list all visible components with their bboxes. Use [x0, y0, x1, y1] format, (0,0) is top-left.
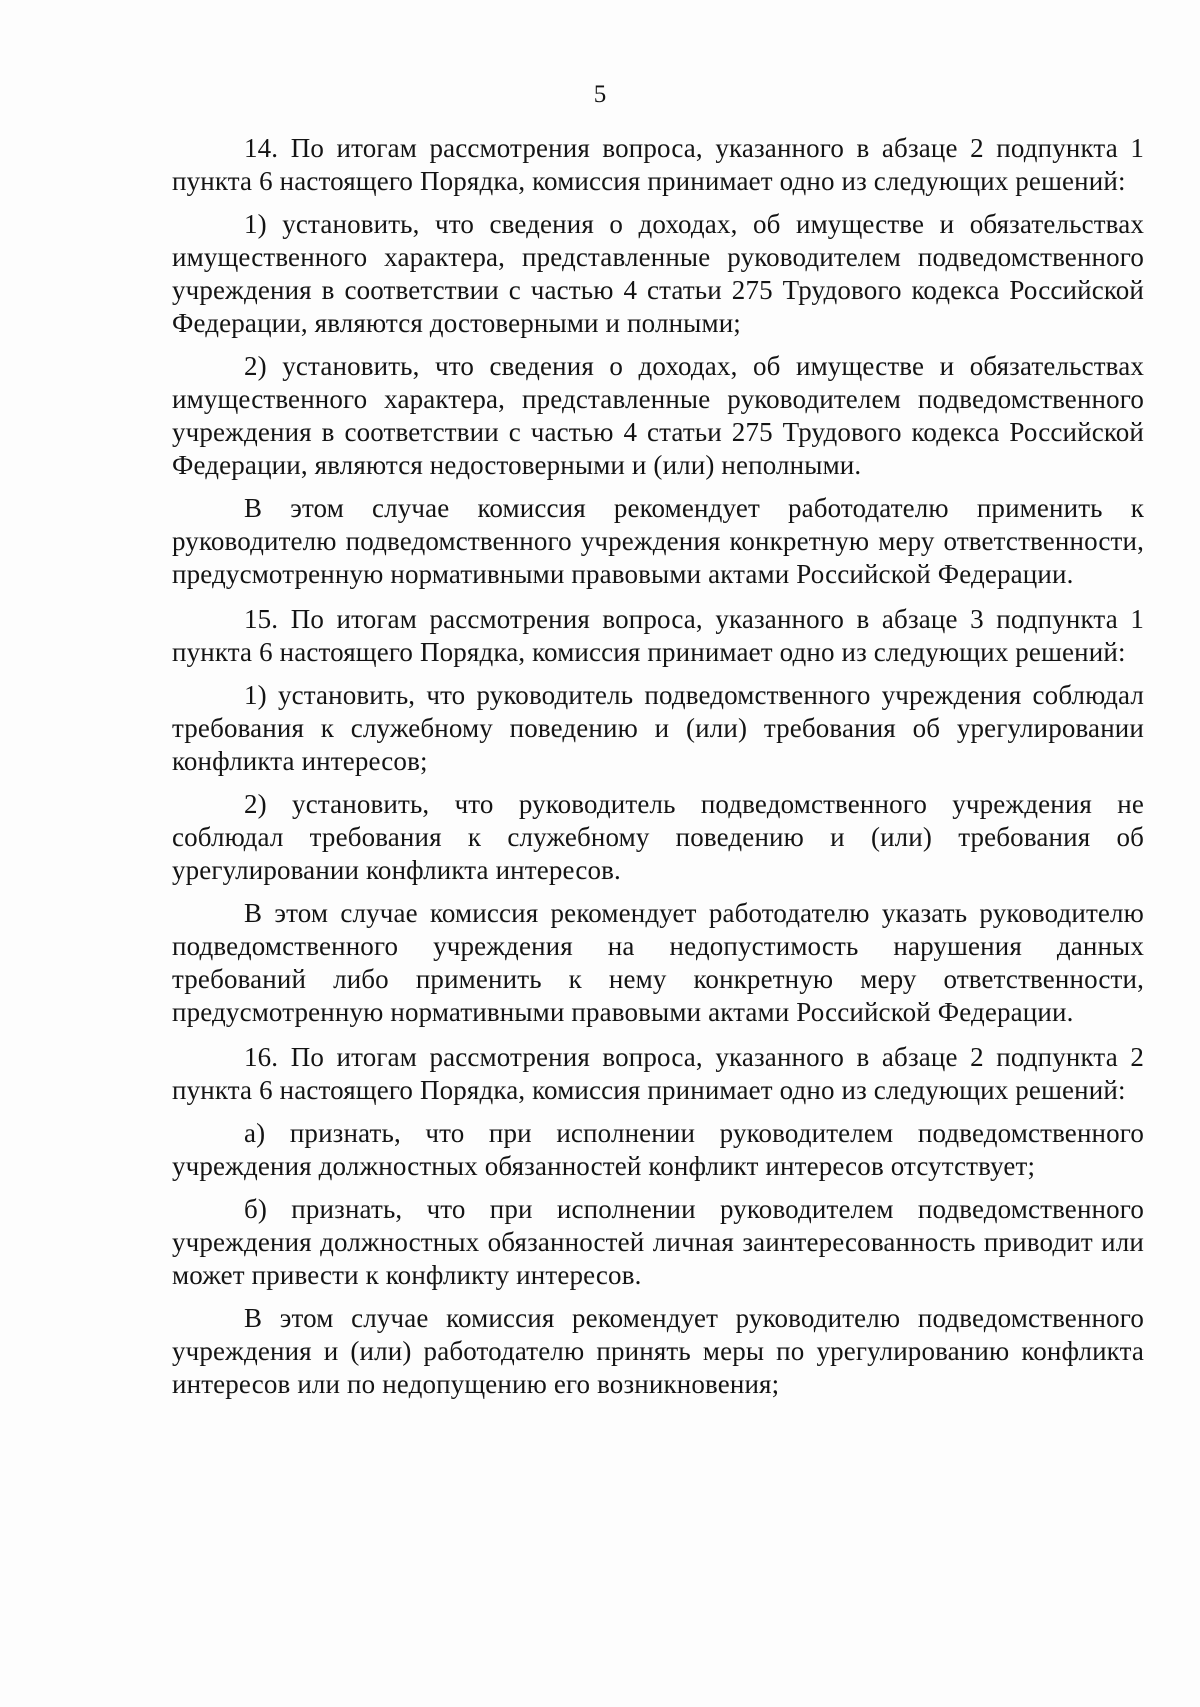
paragraph-14-consequence: В этом случае комиссия рекомендует работодателю применить к руководителю подведомственного учреждения конкретную меру ответственности, предусмотренную нормативными правовыми актами Российской Федерации.: [172, 493, 1144, 589]
paragraph-14-intro: 14. По итогам рассмотрения вопроса, указанного в абзаце 2 подпункта 1 пункта 6 настоящего Порядка, комиссия принимает одно из следующих решений:: [172, 133, 1144, 196]
document-body: [172, 132, 1144, 1411]
paragraph-16-consequence: В этом случае комиссия рекомендует руководителю подведомственного учреждения и (или) работодателю принять меры по урегулированию конфликта интересов или по недопущению его возникновения;: [172, 1303, 1144, 1399]
paragraph-16-item-b: б) признать, что при исполнении руководителем подведомственного учреждения должностных обязанностей личная заинтересованность приводит или может привести к конфликту интересов.: [172, 1194, 1144, 1290]
paragraph-15-item-2: 2) установить, что руководитель подведомственного учреждения не соблюдал требования к служебному поведению и (или) требования об урегулировании конфликта интересов.: [172, 789, 1144, 885]
paragraph-15-intro: 15. По итогам рассмотрения вопроса, указанного в абзаце 3 подпункта 1 пункта 6 настоящего Порядка, комиссия принимает одно из следующих решений:: [172, 604, 1144, 667]
paragraph-16-intro: 16. По итогам рассмотрения вопроса, указанного в абзаце 2 подпункта 2 пункта 6 настоящего Порядка, комиссия принимает одно из следующих решений:: [172, 1042, 1144, 1105]
paragraph-16-item-a: а) признать, что при исполнении руководителем подведомственного учреждения должностных обязанностей конфликт интересов отсутствует;: [172, 1118, 1144, 1181]
page-number: 5: [593, 81, 607, 108]
paragraph-15-consequence: В этом случае комиссия рекомендует работодателю указать руководителю подведомственного учреждения на недопустимость нарушения данных требований либо применить к нему конкретную меру ответственности, предусмотренную нормативными правовыми актами Российской Федерации.: [172, 898, 1144, 1027]
paragraph-15-item-1: 1) установить, что руководитель подведомственного учреждения соблюдал требования к служебному поведению и (или) требования об урегулировании конфликта интересов;: [172, 680, 1144, 776]
paragraph-14-item-1: 1) установить, что сведения о доходах, об имуществе и обязательствах имущественного характера, представленные руководителем подведомственного учреждения в соответствии с частью 4 статьи 275 Трудового кодекса Российской Федерации, являются достоверными и полными;: [172, 209, 1144, 338]
paragraph-14-item-2: 2) установить, что сведения о доходах, об имуществе и обязательствах имущественного характера, представленные руководителем подведомственного учреждения в соответствии с частью 4 статьи 275 Трудового кодекса Российской Федерации, являются недостоверными и (или) неполными.: [172, 351, 1144, 480]
